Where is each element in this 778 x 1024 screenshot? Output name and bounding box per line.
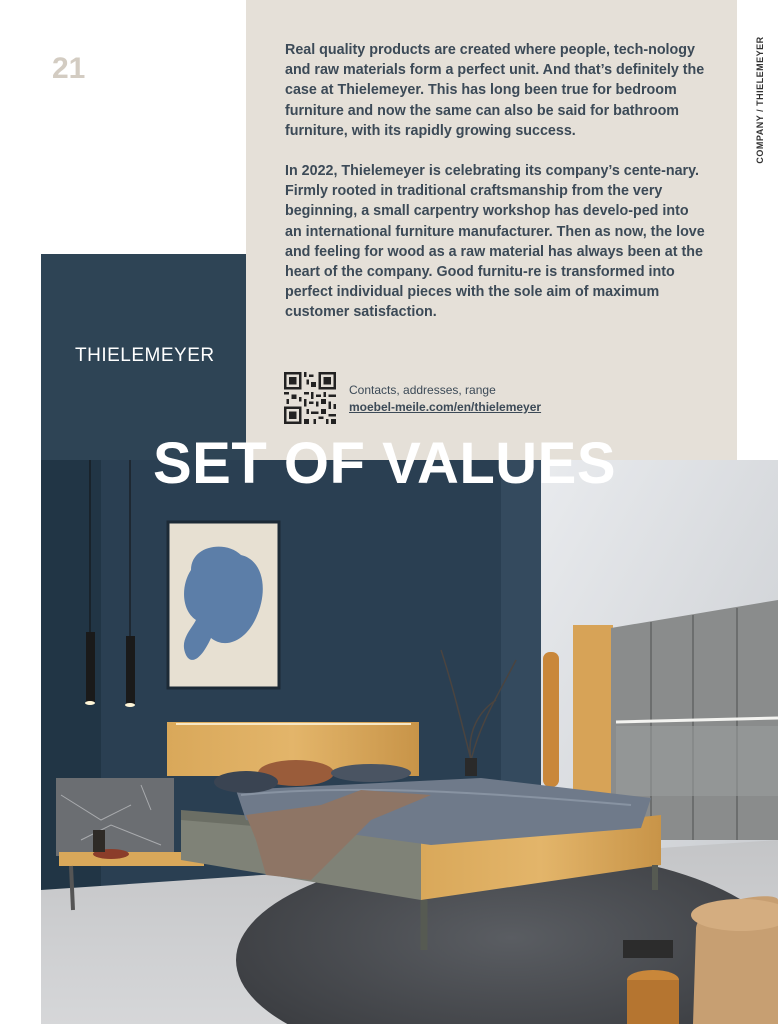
- paragraph-1: Real quality products are created where people, tech-nology and raw materials form a perfect unit. And that’s definitely the case at Thielemeyer. This has long been true for bedroom furniture and now the same can also be said for bathroom furniture, with its rapidly growing success.: [285, 42, 705, 139]
- section-label-text: COMPANY / THIELEMEYER: [755, 36, 765, 164]
- section-label: [748, 36, 772, 164]
- headline: SET OF VALUES: [153, 431, 617, 496]
- contact-label: Contacts, addresses, range: [349, 383, 496, 397]
- brand-name: THIELEMEYER: [75, 345, 215, 366]
- page-number: 21: [52, 52, 86, 85]
- contact-link[interactable]: moebel-meile.com/en/thielemeyer: [349, 400, 542, 414]
- article-body: [285, 40, 705, 343]
- bedroom-photo: [41, 460, 778, 1024]
- paragraph-2: In 2022, Thielemeyer is celebrating its company’s cente-nary. Firmly rooted in traditional craftsmanship from the very beginning, a small carpentry workshop has develo-ped into an international furniture manufacturer. Then as now, the love and feeling for wood as a raw material has always been at the heart of the company. Good furnitu-re is transformed into perfect individual pieces with the sole aim of maximum customer satisfaction.: [285, 163, 705, 321]
- qr-code-icon[interactable]: [284, 372, 336, 424]
